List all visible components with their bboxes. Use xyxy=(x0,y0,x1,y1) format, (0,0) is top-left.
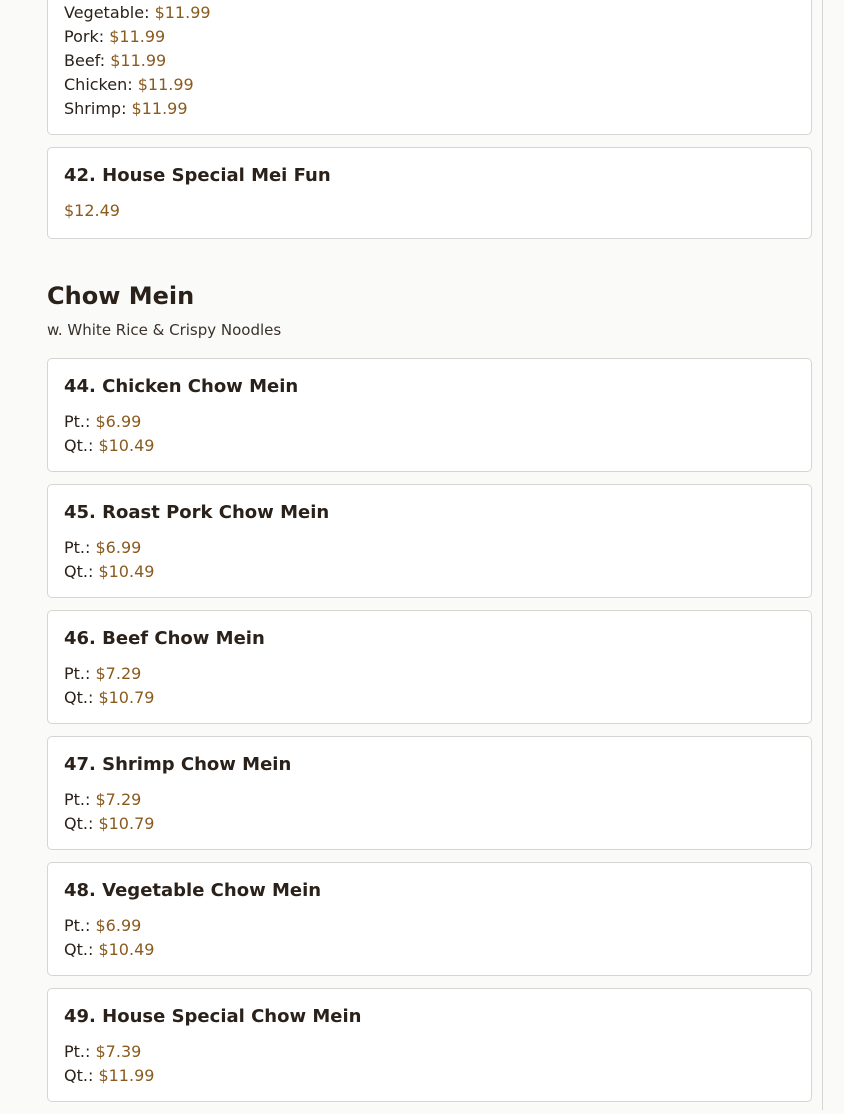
menu-item-card-45[interactable] xyxy=(47,484,812,598)
price-value: $11.99 xyxy=(110,51,167,70)
price-value: $11.99 xyxy=(154,3,211,22)
pint-price: $6.99 xyxy=(95,916,142,935)
price-value: $11.99 xyxy=(131,99,188,118)
pint-price: $6.99 xyxy=(95,412,142,431)
menu-item-card-previous[interactable] xyxy=(47,0,812,135)
pint-price-line xyxy=(64,1040,795,1064)
price-label: Beef: xyxy=(64,51,106,70)
menu-item-title: 44. Chicken Chow Mein xyxy=(64,376,299,397)
pint-price-line xyxy=(64,914,795,938)
menu-item-card-47[interactable] xyxy=(47,736,812,850)
quart-label: Qt.: xyxy=(64,688,94,707)
menu-item-card-46[interactable] xyxy=(47,610,812,724)
price-value: $11.99 xyxy=(137,75,194,94)
price-line xyxy=(64,25,795,49)
pint-label: Pt.: xyxy=(64,538,91,557)
price-value: $12.49 xyxy=(64,201,120,220)
price-line xyxy=(64,97,795,121)
quart-price: $10.49 xyxy=(98,436,155,455)
section-subtitle: w. White Rice & Crispy Noodles xyxy=(47,321,282,339)
page-right-border xyxy=(822,0,823,1110)
menu-item-card-49[interactable] xyxy=(47,988,812,1102)
quart-price-line xyxy=(64,434,795,458)
quart-price-line xyxy=(64,560,795,584)
price-line xyxy=(64,73,795,97)
quart-price: $10.49 xyxy=(98,940,155,959)
quart-label: Qt.: xyxy=(64,940,94,959)
quart-price: $10.49 xyxy=(98,562,155,581)
price-label: Pork: xyxy=(64,27,105,46)
menu-item-title: 49. House Special Chow Mein xyxy=(64,1006,362,1027)
pint-label: Pt.: xyxy=(64,664,91,683)
price-line xyxy=(64,49,795,73)
menu-item-title: 47. Shrimp Chow Mein xyxy=(64,754,292,775)
menu-item-title: 45. Roast Pork Chow Mein xyxy=(64,502,330,523)
pint-price-line xyxy=(64,536,795,560)
menu-content xyxy=(47,0,812,1114)
pint-price: $7.29 xyxy=(95,790,142,809)
quart-price-line xyxy=(64,938,795,962)
menu-item-card-44[interactable] xyxy=(47,358,812,472)
section-title: Chow Mein xyxy=(47,282,195,310)
price-label: Vegetable: xyxy=(64,3,150,22)
quart-label: Qt.: xyxy=(64,562,94,581)
quart-price-line xyxy=(64,1064,795,1088)
pint-price: $7.39 xyxy=(95,1042,142,1061)
quart-label: Qt.: xyxy=(64,436,94,455)
pint-label: Pt.: xyxy=(64,790,91,809)
price-value: $11.99 xyxy=(109,27,166,46)
quart-price: $10.79 xyxy=(98,814,155,833)
quart-price: $11.99 xyxy=(98,1066,155,1085)
quart-price-line xyxy=(64,812,795,836)
pint-label: Pt.: xyxy=(64,412,91,431)
pint-price-line xyxy=(64,662,795,686)
menu-item-title: 46. Beef Chow Mein xyxy=(64,628,265,649)
quart-price-line xyxy=(64,686,795,710)
menu-item-card-48[interactable] xyxy=(47,862,812,976)
menu-item-card-42[interactable] xyxy=(47,147,812,239)
price-label: Chicken: xyxy=(64,75,133,94)
pint-price-line xyxy=(64,788,795,812)
menu-item-title: 48. Vegetable Chow Mein xyxy=(64,880,322,901)
pint-label: Pt.: xyxy=(64,916,91,935)
pint-label: Pt.: xyxy=(64,1042,91,1061)
section-header-chow-mein xyxy=(47,281,812,340)
quart-price: $10.79 xyxy=(98,688,155,707)
price-label: Shrimp: xyxy=(64,99,127,118)
quart-label: Qt.: xyxy=(64,1066,94,1085)
pint-price-line xyxy=(64,410,795,434)
price-line xyxy=(64,1,795,25)
quart-label: Qt.: xyxy=(64,814,94,833)
menu-item-title: 42. House Special Mei Fun xyxy=(64,165,331,186)
pint-price: $6.99 xyxy=(95,538,142,557)
pint-price: $7.29 xyxy=(95,664,142,683)
